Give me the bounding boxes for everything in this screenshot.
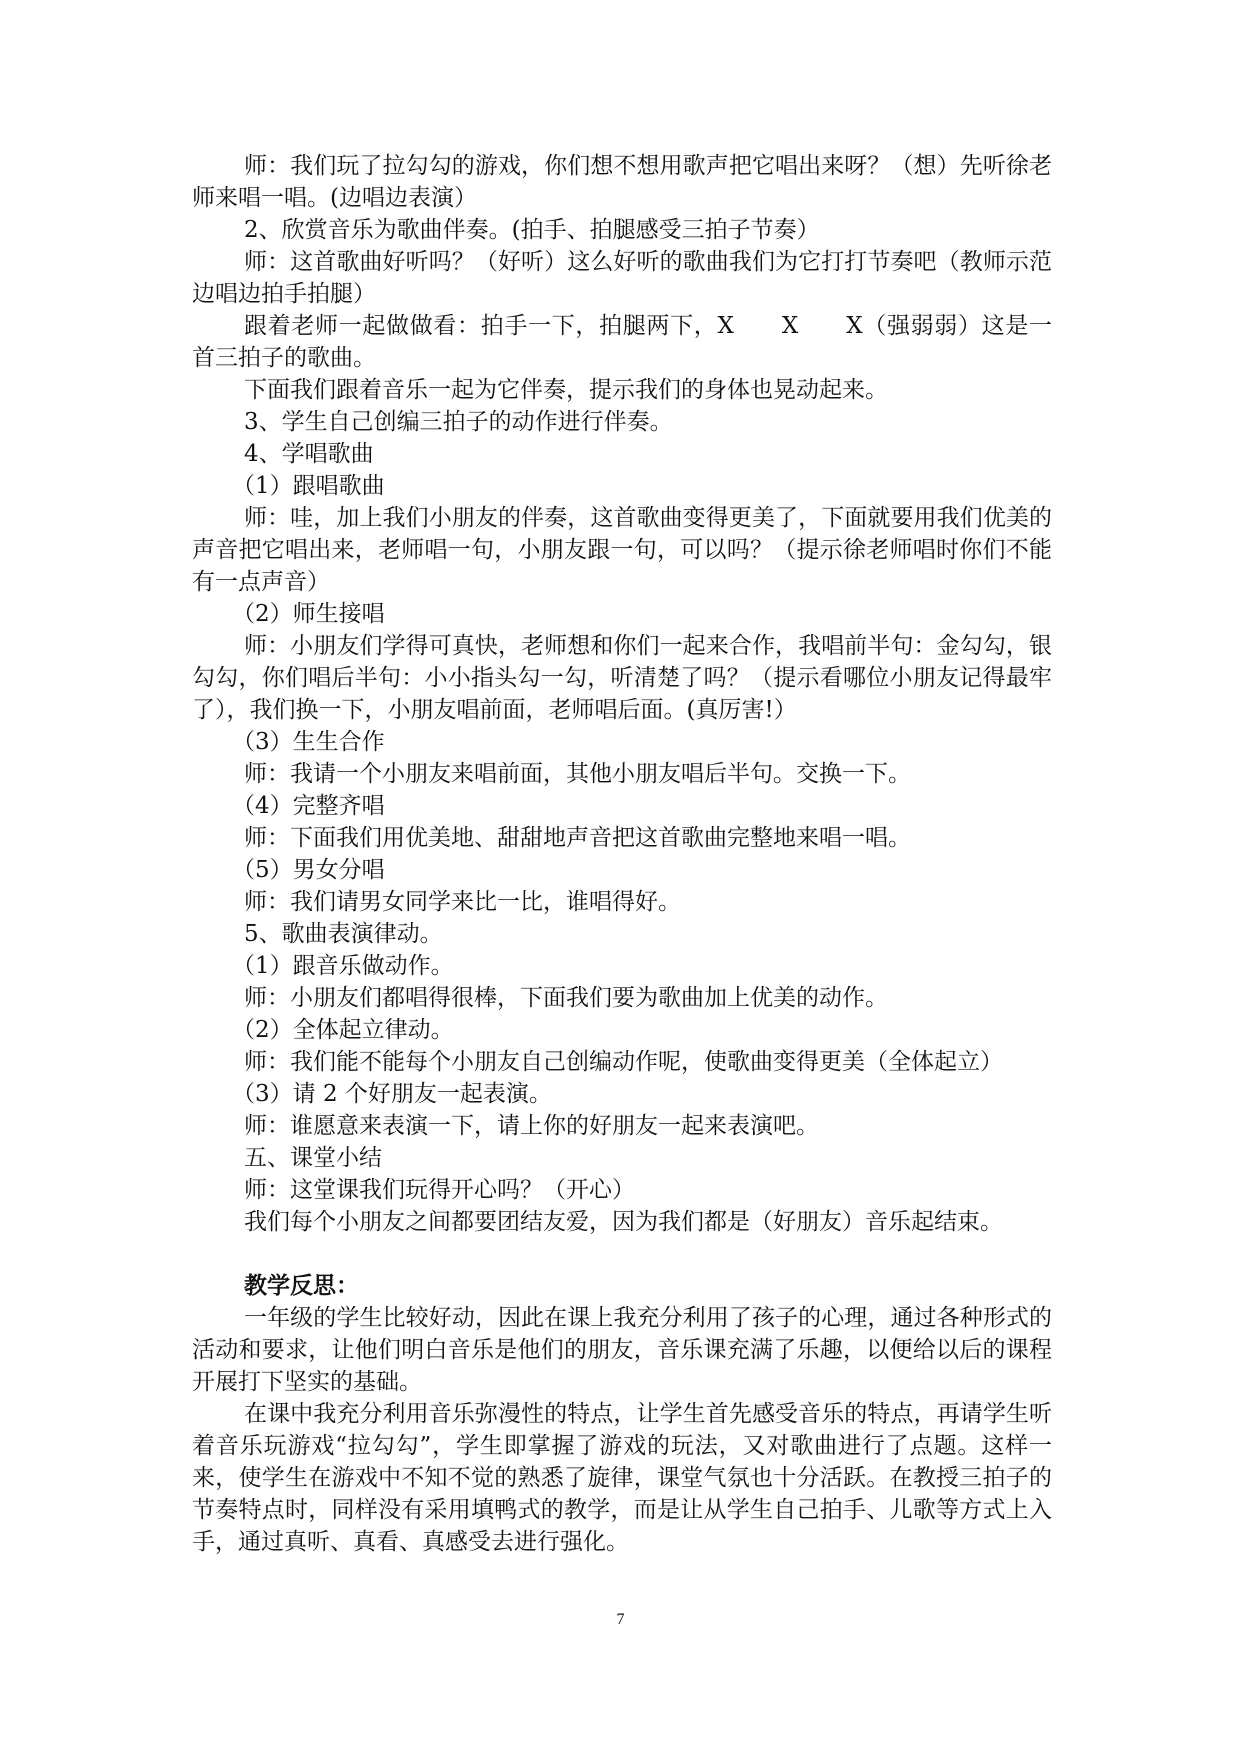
lesson-paragraph: （5）男女分唱 <box>232 857 385 883</box>
lesson-paragraph: 师：哇，加上我们小朋友的伴奏，这首歌曲变得更美了，下面就要用我们优美的声音把它唱出来，老师唱一句，小朋友跟一句，可以吗？（提示徐老师唱时你们不能有一点声音） <box>192 505 1052 595</box>
reflection-heading: 教学反思： <box>244 1272 359 1299</box>
lesson-paragraph: （4）完整齐唱 <box>232 793 385 819</box>
reflection-paragraph: 在课中我充分利用音乐弥漫性的特点，让学生首先感受音乐的特点，再请学生听着音乐玩游戏“拉勾勾”，学生即掌握了游戏的玩法，又对歌曲进行了点题。这样一来，使学生在游戏中不知不觉的熟悉了旋律，课堂气氛也十分活跃。在教授三拍子的节奏特点时，同样没有采用填鸭式的教学，而是让从学生自己拍手、儿歌等方式上入手，通过真听、真看、真感受去进行强化。 <box>192 1401 1052 1555</box>
lesson-paragraph: 师：下面我们用优美地、甜甜地声音把这首歌曲完整地来唱一唱。 <box>244 825 911 851</box>
lesson-body <box>192 150 1052 1238</box>
page-number: 7 <box>616 1611 625 1628</box>
lesson-paragraph: 师：这首歌曲好听吗？（好听）这么好听的歌曲我们为它打打节奏吧（教师示范边唱边拍手拍腿） <box>192 249 1052 307</box>
lesson-paragraph: 师：我们玩了拉勾勾的游戏，你们想不想用歌声把它唱出来呀？（想）先听徐老师来唱一唱。(边唱边表演） <box>192 153 1052 211</box>
lesson-paragraph: 师：小朋友们都唱得很棒，下面我们要为歌曲加上优美的动作。 <box>244 985 888 1011</box>
lesson-paragraph: 师：我请一个小朋友来唱前面，其他小朋友唱后半句。交换一下。 <box>244 761 911 787</box>
lesson-paragraph: （3）请 2 个好朋友一起表演。 <box>232 1081 552 1107</box>
lesson-paragraph: 师：这堂课我们玩得开心吗？（开心） <box>244 1177 635 1203</box>
lesson-paragraph: （2）师生接唱 <box>232 601 385 627</box>
lesson-paragraph: 跟着老师一起做做看：拍手一下，拍腿两下，X X X（强弱弱）这是一首三拍子的歌曲。 <box>192 313 1052 371</box>
lesson-paragraph: 师：小朋友们学得可真快，老师想和你们一起来合作，我唱前半句：金勾勾，银勾勾，你们唱后半句：小小指头勾一勾，听清楚了吗？（提示看哪位小朋友记得最牢了），我们换一下，小朋友唱前面，老师唱后面。(真厉害!） <box>192 633 1052 723</box>
lesson-paragraph: 师：我们能不能每个小朋友自己创编动作呢，使歌曲变得更美（全体起立） <box>244 1049 1003 1075</box>
lesson-paragraph: 师：谁愿意来表演一下，请上你的好朋友一起来表演吧。 <box>244 1113 819 1139</box>
lesson-paragraph: 下面我们跟着音乐一起为它伴奏，提示我们的身体也晃动起来。 <box>244 377 888 403</box>
section-gap <box>192 1238 1052 1270</box>
lesson-paragraph: 5、歌曲表演律动。 <box>244 921 443 947</box>
lesson-paragraph: 3、学生自己创编三拍子的动作进行伴奏。 <box>244 409 673 435</box>
lesson-paragraph: 五、课堂小结 <box>244 1145 382 1171</box>
document-page <box>192 150 1052 1558</box>
lesson-paragraph: （2）全体起立律动。 <box>232 1017 454 1043</box>
lesson-paragraph: 2、欣赏音乐为歌曲伴奏。(拍手、拍腿感受三拍子节奏） <box>244 217 820 243</box>
lesson-paragraph: （1）跟唱歌曲 <box>232 473 385 499</box>
lesson-paragraph: 师：我们请男女同学来比一比，谁唱得好。 <box>244 889 681 915</box>
lesson-paragraph: （3）生生合作 <box>232 729 385 755</box>
reflection-paragraph: 一年级的学生比较好动，因此在课上我充分利用了孩子的心理，通过各种形式的活动和要求，让他们明白音乐是他们的朋友，音乐课充满了乐趣，以便给以后的课程开展打下坚实的基础。 <box>192 1305 1052 1395</box>
lesson-paragraph: （1）跟音乐做动作。 <box>232 953 454 979</box>
lesson-paragraph: 4、学唱歌曲 <box>244 441 374 467</box>
lesson-paragraph: 我们每个小朋友之间都要团结友爱，因为我们都是（好朋友）音乐起结束。 <box>244 1209 1003 1235</box>
